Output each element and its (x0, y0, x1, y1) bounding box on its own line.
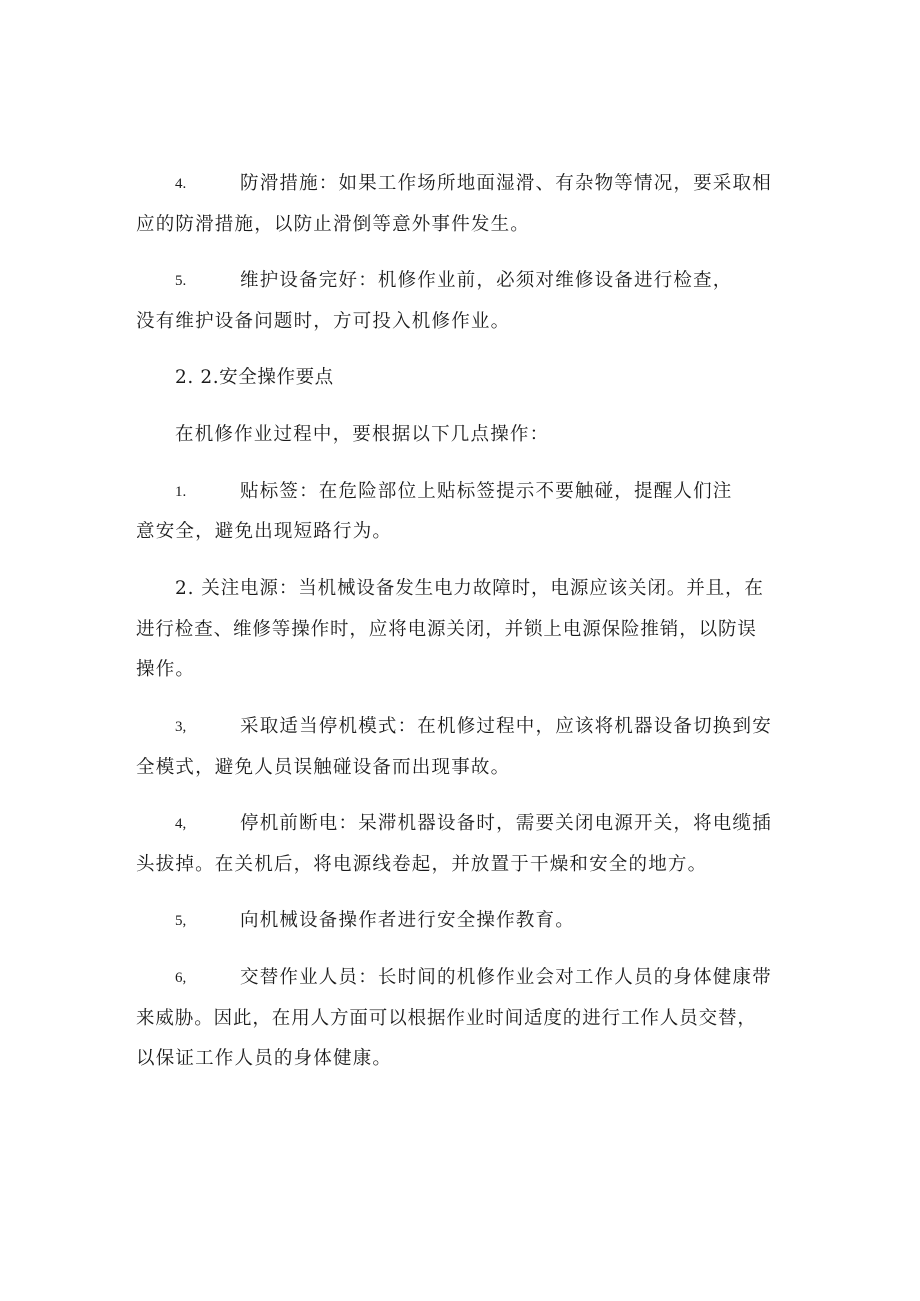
section-heading: 2. 2.安全操作要点 (175, 367, 334, 388)
item-number: 5, (175, 913, 187, 929)
paragraph-line: 进行检查、维修等操作时，应将电源关闭，并锁上电源保险推销，以防误 (136, 619, 757, 640)
paragraph-line: 应的防滑措施，以防止滑倒等意外事件发生。 (136, 214, 531, 235)
paragraph-line: 交替作业人员：长时间的机修作业会对工作人员的身体健康带 (240, 967, 772, 988)
paragraph-line: 头拔掉。在关机后，将电源线卷起，并放置于干燥和安全的地方。 (136, 854, 708, 875)
item-number: 6, (175, 970, 187, 986)
item-number: 1. (175, 484, 187, 500)
item-number: 4. (175, 176, 187, 192)
paragraph-line: 没有维护设备问题时，方可投入机修作业。 (136, 311, 511, 332)
paragraph-line: 贴标签：在危险部位上贴标签提示不要触碰，提醒人们注 (240, 481, 733, 502)
paragraph-line: 操作。 (136, 659, 196, 680)
paragraph-line: 停机前断电：呆滞机器设备时，需要关闭电源开关，将电缆插 (240, 813, 772, 834)
paragraph-line: 来威胁。因此，在用人方面可以根据作业时间适度的进行工作人员交替， (136, 1008, 757, 1029)
paragraph-line: 意安全，避免出现短路行为。 (136, 521, 393, 542)
intro-paragraph: 在机修作业过程中，要根据以下几点操作： (175, 424, 550, 445)
item-number: 3, (175, 719, 187, 735)
paragraph-line: 向机械设备操作者进行安全操作教育。 (240, 910, 575, 931)
item-number: 5. (175, 273, 187, 289)
paragraph-line: 维护设备完好：机修作业前，必须对维修设备进行检查， (240, 270, 733, 291)
paragraph-line: 以保证工作人员的身体健康。 (136, 1048, 393, 1069)
paragraph-line: 全模式，避免人员误触碰设备而出现事故。 (136, 757, 511, 778)
paragraph-line: 2. 关注电源：当机械设备发生电力故障时，电源应该关闭。并且，在 (175, 578, 764, 599)
paragraph-line: 防滑措施：如果工作场所地面湿滑、有杂物等情况，要采取相 (240, 173, 772, 194)
item-number: 4, (175, 816, 187, 832)
paragraph-line: 采取适当停机模式：在机修过程中，应该将机器设备切换到安 (240, 716, 772, 737)
